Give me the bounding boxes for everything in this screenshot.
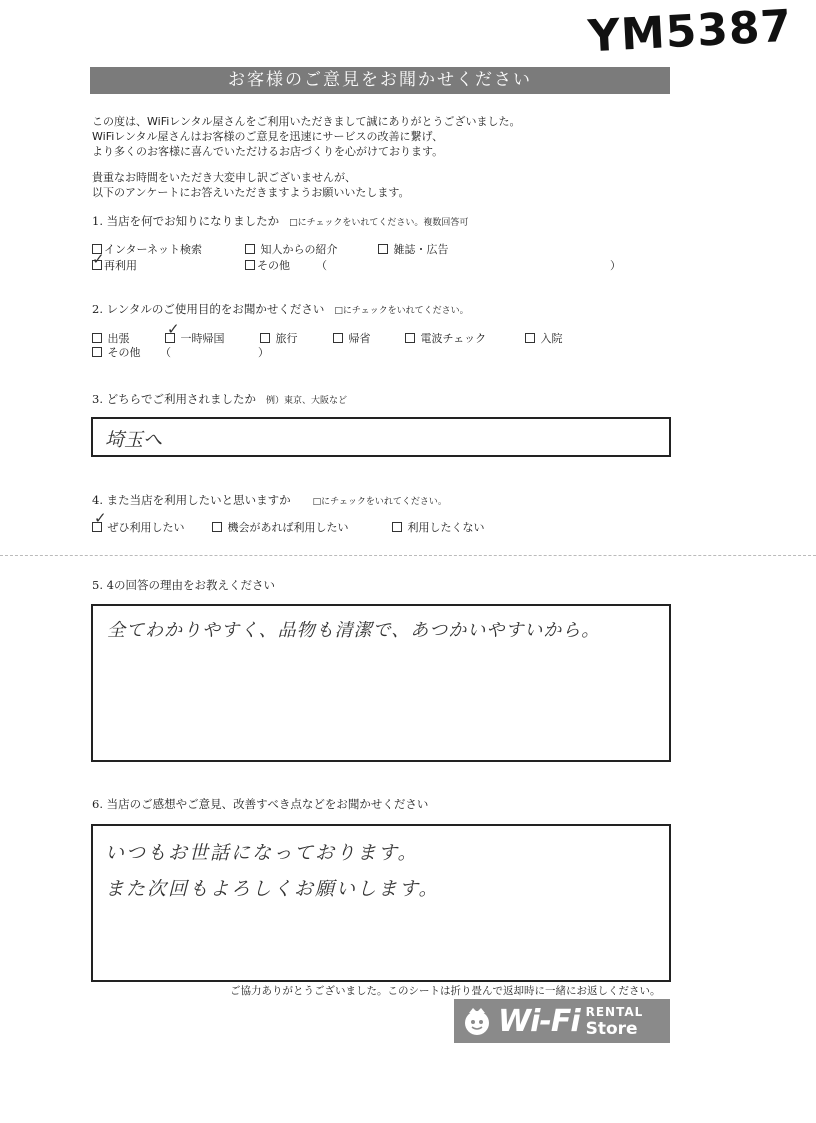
serial-number: YM5387 [586, 0, 794, 63]
q1-option-referral[interactable]: 知人からの紹介 [245, 241, 338, 257]
question-label: 6. 当店のご感想やご意見、改善すべき点などをお聞かせください [92, 797, 429, 811]
q3-answer: 埼玉へ [105, 429, 163, 451]
intro-text [92, 114, 521, 200]
q5-answer: 全てわかりやすく、品物も清潔で、あつかいやすいから。 [107, 620, 601, 641]
page-title: お客様のご意見をお聞かせください [90, 67, 670, 94]
question-label: 1. 当店を何でお知りになりましたか [92, 214, 280, 228]
question-label: 3. どちらでご利用されましたか [92, 392, 257, 406]
question-label: 2. レンタルのご使用目的をお聞かせください [92, 302, 325, 316]
footer-text: ご協力ありがとうございました。このシートは折り畳んで返却時に一緒にお返しください。 [230, 985, 661, 997]
mascot-icon [460, 1004, 494, 1038]
q5-answer-box[interactable] [91, 604, 671, 762]
question-note: □にチェックをいれてください。 [312, 497, 447, 507]
checkbox[interactable] [245, 244, 255, 254]
q1-option-other[interactable]: その他 [245, 257, 290, 273]
q2-option-hospital[interactable]: 入院 [525, 330, 563, 346]
checkbox[interactable] [212, 522, 222, 532]
q1-option-reuse[interactable]: 再利用 [92, 257, 137, 273]
logo-rental: RENTAL [585, 1005, 644, 1019]
question-4 [92, 492, 447, 508]
q2-option-temporary-return[interactable]: 一時帰国 [165, 330, 225, 346]
checkbox[interactable] [245, 260, 255, 270]
q6-answer-line: また次回もよろしくお願いします。 [105, 878, 440, 900]
checkbox[interactable] [392, 522, 402, 532]
checkbox[interactable] [260, 333, 270, 343]
q4-option-definitely[interactable]: ぜひ利用したい [92, 519, 185, 535]
q3-answer-box[interactable] [91, 417, 671, 457]
q2-option-other[interactable]: その他 [92, 344, 141, 360]
wifi-rental-store-logo [454, 999, 670, 1043]
intro-line: この度は、WiFiレンタル屋さんをご利用いただきまして誠にありがとうございました。 [92, 115, 521, 128]
q2-other-close: ） [258, 346, 269, 359]
q2-option-travel[interactable]: 旅行 [260, 330, 298, 346]
q1-other-open: （ [316, 259, 327, 272]
question-note: □にチェックをいれてください。複数回答可 [289, 218, 469, 228]
intro-line: WiFiレンタル屋さんはお客様のご意見を迅速にサービスの改善に繋げ、 [92, 130, 444, 143]
intro-line: 貴重なお時間をいただき大変申し訳ございませんが、 [92, 171, 356, 184]
intro-line: より多くのお客様に喜んでいただけるお店づくりを心がけております。 [92, 145, 444, 158]
question-note: □にチェックをいれてください。 [334, 306, 469, 316]
question-3 [92, 391, 347, 407]
checkbox[interactable] [405, 333, 415, 343]
intro-line: 以下のアンケートにお答えいただきますようお願いいたします。 [92, 186, 410, 199]
checkbox[interactable] [378, 244, 388, 254]
question-6 [92, 796, 428, 812]
check-mark-icon: ✓ [94, 509, 107, 527]
q6-answer-box[interactable] [91, 824, 671, 982]
q2-option-signal-check[interactable]: 電波チェック [405, 330, 486, 346]
question-5 [92, 577, 275, 593]
question-1 [92, 213, 468, 229]
question-2 [92, 301, 469, 317]
q4-option-not[interactable]: 利用したくない [392, 519, 485, 535]
q6-answer-line: いつもお世話になっております。 [105, 842, 419, 864]
check-mark-icon: ✓ [167, 320, 180, 338]
q1-other-close: ） [610, 259, 621, 272]
q2-option-homecoming[interactable]: 帰省 [333, 330, 371, 346]
question-label: 4. また当店を利用したいと思いますか [92, 493, 291, 507]
checkbox[interactable] [92, 333, 102, 343]
q4-option-if-chance[interactable]: 機会があれば利用したい [212, 519, 349, 535]
q1-option-magazine[interactable]: 雑誌・広告 [378, 241, 449, 257]
q1-option-internet[interactable]: インターネット検索 [92, 241, 202, 257]
logo-brand: Wi-Fi [498, 1003, 580, 1039]
checkbox[interactable] [525, 333, 535, 343]
checkbox[interactable] [333, 333, 343, 343]
check-mark-icon: ✓ [92, 250, 105, 268]
question-note: 例）東京、大阪など [266, 396, 348, 406]
q2-other-open: （ [160, 346, 171, 359]
checkbox[interactable] [92, 347, 102, 357]
logo-store: Store [585, 1019, 638, 1039]
question-label: 5. 4の回答の理由をお教えください [92, 578, 275, 592]
q2-option-business[interactable]: 出張 [92, 330, 130, 346]
fold-line [0, 555, 816, 556]
